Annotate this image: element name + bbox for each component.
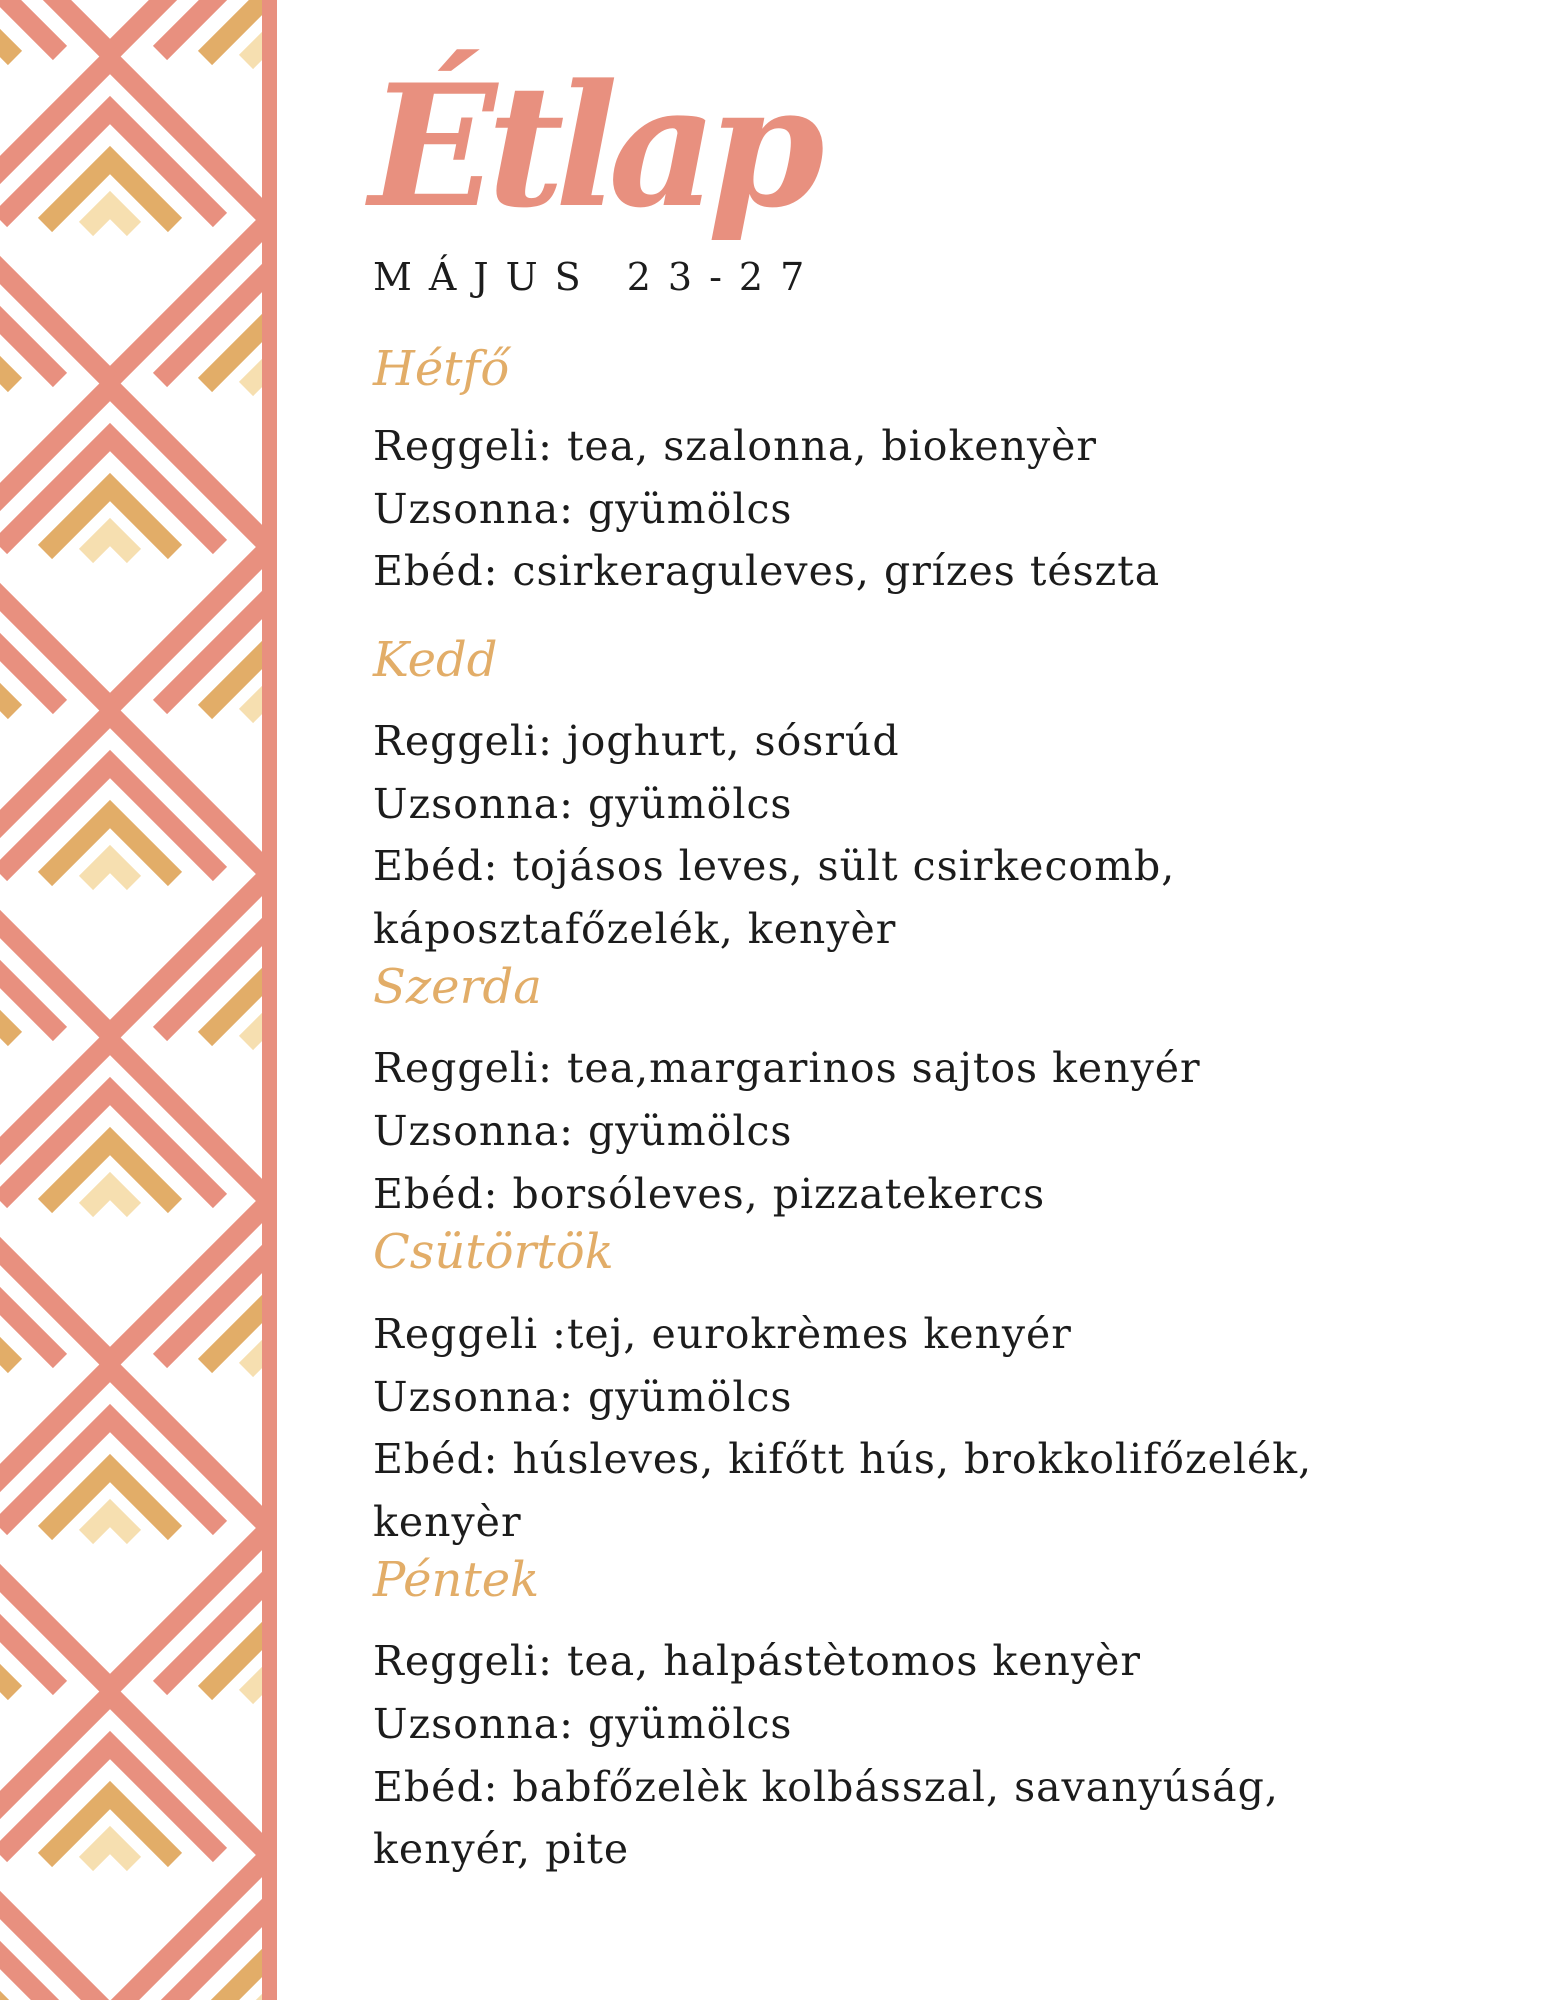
meal-line: Ebéd: borsóleves, pizzatekercs <box>373 1170 1046 1218</box>
meal-line: kenyér, pite <box>373 1825 630 1873</box>
meal-line: Uzsonna: gyümölcs <box>373 780 793 828</box>
meal-line: Reggeli :tej, eurokrèmes kenyér <box>373 1310 1072 1358</box>
meal-line: Uzsonna: gyümölcs <box>373 485 793 533</box>
date-range: MÁJUS 23-27 <box>373 255 822 299</box>
meal-line: Reggeli: joghurt, sósrúd <box>373 717 900 765</box>
meal-line: Uzsonna: gyümölcs <box>373 1700 793 1748</box>
day-heading-hetfo: Hétfő <box>373 341 510 397</box>
day-heading-pentek: Péntek <box>373 1552 540 1608</box>
chevron-pattern-decoration <box>0 0 262 2000</box>
day-heading-szerda: Szerda <box>373 959 542 1015</box>
meal-line: Ebéd: húsleves, kifőtt hús, brokkolifőzelék, <box>373 1435 1313 1483</box>
meal-line: káposztafőzelék, kenyèr <box>373 905 897 953</box>
chevron-pattern-icon <box>0 0 262 2000</box>
meal-line: Reggeli: tea,margarinos sajtos kenyér <box>373 1044 1201 1092</box>
meal-line: Uzsonna: gyümölcs <box>373 1107 793 1155</box>
meal-line: Ebéd: csirkeraguleves, grízes tészta <box>373 547 1161 595</box>
day-heading-kedd: Kedd <box>373 632 498 688</box>
meal-line: kenyèr <box>373 1498 522 1546</box>
meal-line: Ebéd: tojásos leves, sült csirkecomb, <box>373 842 1176 890</box>
meal-line: Reggeli: tea, szalonna, biokenyèr <box>373 422 1097 470</box>
meal-line: Reggeli: tea, halpástètomos kenyèr <box>373 1637 1141 1685</box>
side-stripe <box>262 0 277 2000</box>
meal-line: Uzsonna: gyümölcs <box>373 1373 793 1421</box>
page-title: Étlap <box>369 47 815 245</box>
day-heading-csutortok: Csütörtök <box>373 1224 614 1280</box>
meal-line: Ebéd: babfőzelèk kolbásszal, savanyúság, <box>373 1763 1279 1811</box>
